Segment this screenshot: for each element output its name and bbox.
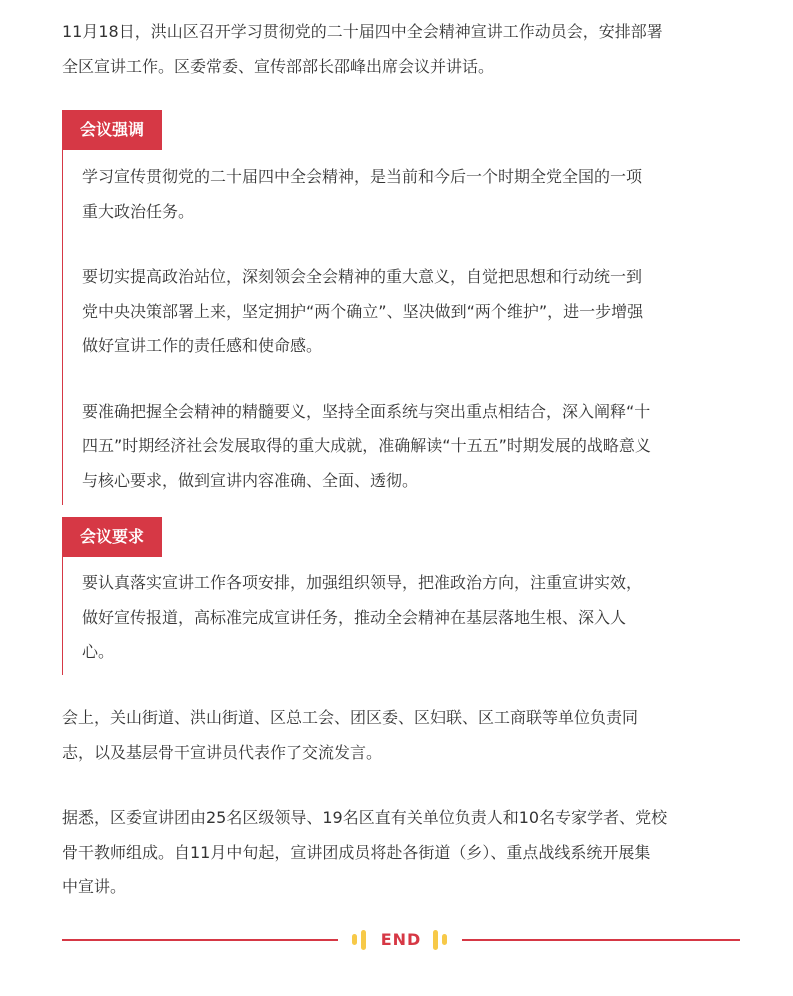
- text-line: 全区宣讲工作。区委常委、宣传部部长邵峰出席会议并讲话。: [62, 56, 495, 76]
- text-line: 要切实提高政治站位，深刻领会全会精神的重大意义，自觉把思想和行动统一到: [82, 267, 643, 286]
- text-line: 骨干教师组成。自11月中旬起，宣讲团成员将赴各街道（乡）、重点战线系统开展集: [62, 842, 651, 862]
- text-line: 据悉，区委宣讲团由25名区级领导、19名区直有关单位负责人和10名专家学者、党校: [62, 808, 668, 827]
- text-line: 11月18日，洪山区召开学习贯彻党的二十届四中全会精神宣讲工作动员会，安排部署: [62, 22, 663, 41]
- text-line: 做好宣讲工作的责任感和使命感。: [82, 336, 323, 355]
- yellow-bar-icon: [433, 930, 438, 950]
- section-badge-requirements: 会议要求: [62, 517, 162, 557]
- emphasis-paragraph: [63, 160, 741, 229]
- text-line: 中宣讲。: [62, 877, 127, 896]
- emphasis-paragraph: [63, 260, 741, 364]
- end-label: END: [380, 930, 422, 949]
- section-emphasis-box: [62, 150, 741, 505]
- exchange-paragraph: [62, 701, 638, 770]
- text-line: 党中央决策部署上来，坚定拥护“两个确立”、坚决做到“两个维护”，进一步增强: [82, 301, 644, 321]
- end-divider: [62, 925, 740, 955]
- section-badge-emphasis: 会议强调: [62, 110, 162, 150]
- text-line: 要认真落实宣讲工作各项安排，加强组织领导，把准政治方向，注重宣讲实效，: [82, 573, 643, 592]
- team-paragraph: [62, 801, 667, 905]
- text-line: 重大政治任务。: [82, 201, 195, 221]
- yellow-bar-icon: [442, 934, 447, 945]
- text-line: 四五”时期经济社会发展取得的重大成就，准确解读“十五五”时期发展的战略意义: [82, 436, 651, 455]
- text-line: 与核心要求，做到宣讲内容准确、全面、透彻。: [82, 470, 419, 490]
- text-line: 会上，关山街道、洪山街道、区总工会、团区委、区妇联、区工商联等单位负责同: [62, 708, 639, 727]
- divider-line-right: [462, 939, 740, 941]
- emphasis-paragraph: [63, 395, 741, 499]
- text-line: 要准确把握全会精神的精髓要义，坚持全面系统与突出重点相结合，深入阐释“十: [82, 401, 651, 421]
- text-line: 学习宣传贯彻党的二十届四中全会精神，是当前和今后一个时期全党全国的一项: [82, 167, 643, 186]
- intro-paragraph: [62, 15, 663, 84]
- requirements-paragraph: [63, 566, 741, 670]
- text-line: 做好宣传报道，高标准完成宣讲任务，推动全会精神在基层落地生根、深入人: [82, 607, 627, 627]
- text-line: 志，以及基层骨干宣讲员代表作了交流发言。: [62, 742, 383, 762]
- section-requirements-box: [62, 557, 741, 675]
- text-line: 心。: [82, 642, 115, 661]
